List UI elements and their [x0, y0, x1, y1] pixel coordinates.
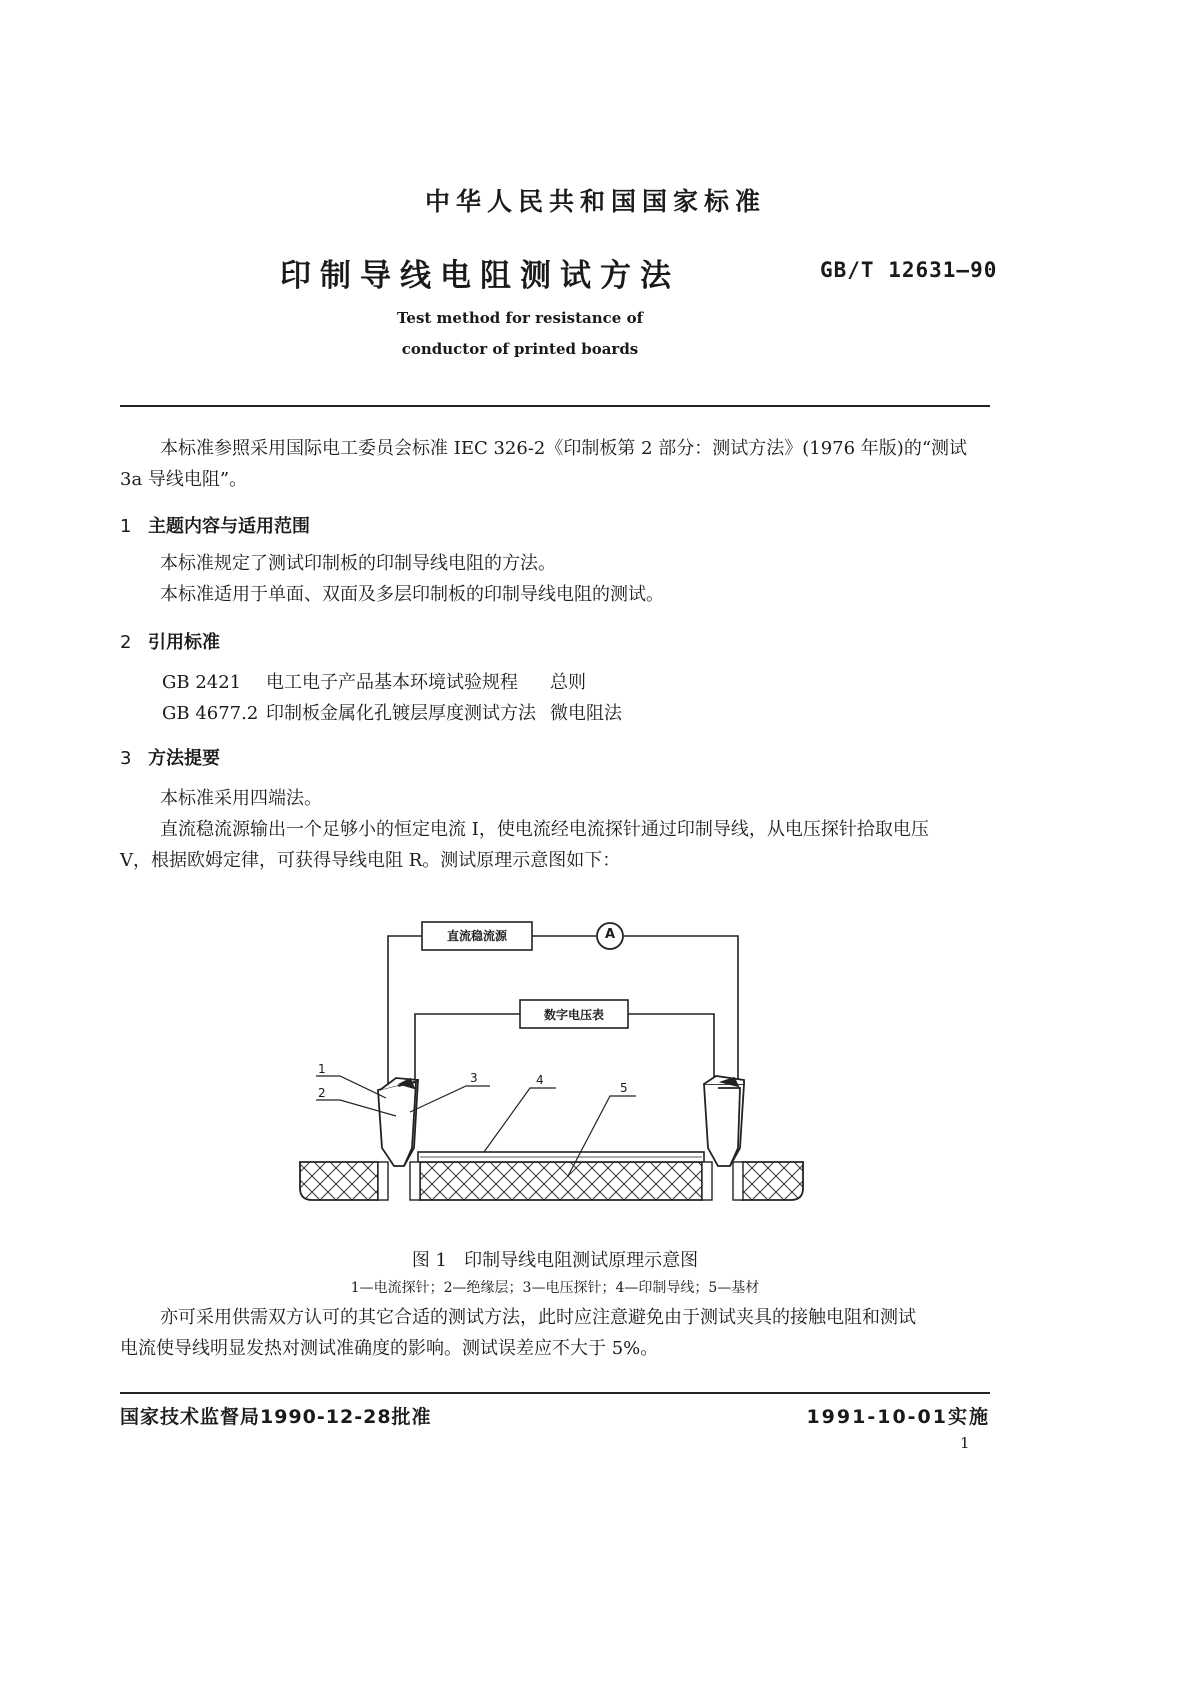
reference-subtitle: 微电阻法 [550, 703, 622, 724]
section-number: 2 [120, 632, 132, 653]
reference-item [162, 668, 586, 694]
current-lead-left [388, 936, 422, 1090]
section-number: 3 [120, 748, 132, 769]
standard-number: GB/T 12631—90 [820, 258, 998, 282]
plated-hole-wall [733, 1162, 743, 1200]
section-3-paragraph-1: 本标准采用四端法。 [160, 788, 322, 809]
closing-line1: 亦可采用供需双方认可的其它合适的测试方法，此时应注意避免由于测试夹具的接触电阻和测试 [160, 1307, 916, 1328]
section-title: 主题内容与适用范围 [148, 516, 310, 537]
callout-2: 2 [318, 1086, 326, 1100]
section-3-paragraph-2-line2: V，根据欧姆定律，可获得导线电阻 R。测试原理示意图如下： [120, 850, 621, 871]
section-1-paragraph-2: 本标准适用于单面、双面及多层印制板的印制导线电阻的测试。 [160, 584, 664, 605]
figure-title: 印制导线电阻测试原理示意图 [464, 1250, 699, 1271]
voltmeter-label: 数字电压表 [543, 1008, 604, 1022]
section-title: 引用标准 [148, 632, 220, 653]
plated-hole-wall [702, 1162, 712, 1200]
voltage-lead-left [415, 1014, 520, 1092]
ammeter-label: A [604, 927, 616, 942]
section-3-paragraph-2-line1: 直流稳流源输出一个足够小的恒定电流 I，使电流经电流探针通过印制导线，从电压探针拾取电压 [160, 819, 929, 840]
section-1-heading [120, 512, 310, 538]
figure-legend: 1—电流探针；2—绝缘层；3—电压探针；4—印制导线；5—基材 [350, 1280, 760, 1296]
closing-line2: 电流使导线明显发热对测试准确度的影响。测试误差应不大于 5%。 [120, 1338, 659, 1359]
reference-item [162, 699, 622, 725]
callout-1: 1 [318, 1062, 326, 1076]
section-3-heading [120, 744, 220, 770]
intro-line2: 3a 导线电阻”。 [120, 469, 248, 490]
voltage-lead-right [628, 1014, 714, 1082]
figure-number: 图 1 [411, 1250, 447, 1271]
reference-subtitle: 总则 [550, 672, 586, 693]
reference-title: 印制板金属化孔镀层厚度测试方法 [266, 703, 536, 724]
plated-hole-wall [378, 1162, 388, 1200]
national-standard-header: 中华人民共和国国家标准 [424, 187, 766, 216]
callout-3: 3 [470, 1071, 478, 1085]
right-probe-assembly [704, 1076, 744, 1166]
section-2-heading [120, 628, 220, 654]
callout-5: 5 [620, 1081, 628, 1095]
section-title: 方法提要 [148, 748, 220, 769]
dc-current-source-label: 直流稳流源 [446, 929, 507, 943]
header-divider [120, 405, 990, 407]
callout-leader-4 [484, 1088, 556, 1152]
approval-statement: 国家技术监督局1990-12-28批准 [120, 1406, 432, 1428]
callout-leader-1 [316, 1076, 386, 1098]
reference-title: 电工电子产品基本环境试验规程 [266, 672, 518, 693]
plated-hole-wall [410, 1162, 420, 1200]
four-terminal-test-diagram [0, 900, 1191, 1240]
left-probe-assembly [378, 1078, 418, 1166]
reference-code: GB 2421 [162, 672, 242, 693]
figure-caption [0, 1246, 1110, 1272]
substrate-left [300, 1162, 378, 1200]
effective-date: 1991-10-01实施 [806, 1406, 990, 1428]
substrate-center [420, 1162, 702, 1200]
footer-divider [120, 1392, 990, 1394]
section-1-paragraph-1: 本标准规定了测试印制板的印制导线电阻的方法。 [160, 553, 556, 574]
current-lead-right [624, 936, 738, 1088]
substrate-right [742, 1162, 803, 1200]
page-number: 1 [960, 1434, 970, 1452]
callout-leader-3 [410, 1086, 490, 1112]
standard-title-en-line1: Test method for resistance of [396, 309, 644, 327]
callout-4: 4 [536, 1073, 544, 1087]
reference-code: GB 4677.2 [162, 703, 259, 724]
intro-line1: 本标准参照采用国际电工委员会标准 IEC 326-2《印制板第 2 部分：测试方法》(1976 年版)的“测试 [160, 438, 968, 459]
standard-title-en-line2: conductor of printed boards [401, 340, 639, 358]
standard-title-cn: 印制导线电阻测试方法 [280, 258, 680, 294]
section-number: 1 [120, 516, 132, 537]
